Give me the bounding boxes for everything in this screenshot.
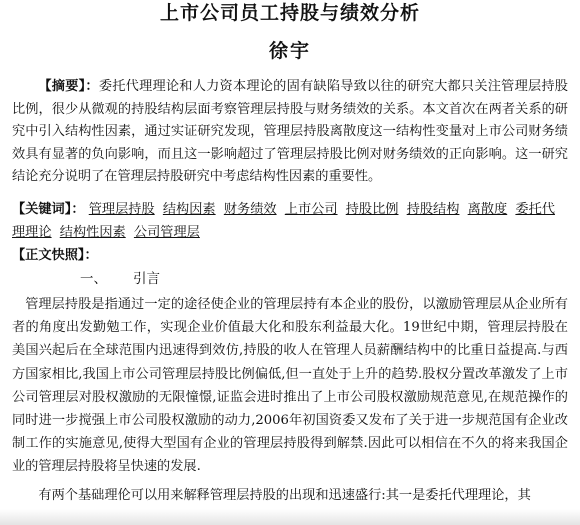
keyword-link[interactable]: 持股结构 [406, 202, 460, 217]
keyword-link[interactable]: 上市公司 [284, 202, 338, 217]
section-heading [80, 268, 160, 290]
section-number: 一、 [80, 271, 107, 287]
fulltext-snapshot-label [12, 245, 98, 267]
keyword-link[interactable]: 委托代理理论 [12, 202, 555, 240]
abstract-text: 委托代理理论和人力资本理论的固有缺陷导致以往的研究大都只关注管理层持股比例，很少从微观的持股结构层面考察管理层持股与财务绩效的关系。本文首次在两者关系的研究中引入结构性因素，通过实证研究发现，管理层持股离散度这一结构性变量对上市公司财务绩效具有显著的负向影响，而且这一影响超过了管理层持股比例对财务绩效的正向影响。这一研究结论充分说明了在管理层持股研究中考虑结构性因素的重要性。 [12, 79, 568, 185]
keyword-link[interactable]: 结构因素 [162, 202, 216, 217]
keyword-link[interactable]: 管理层持股 [88, 202, 155, 217]
keyword-link[interactable]: 离散度 [467, 202, 508, 217]
keyword-link[interactable]: 结构性因素 [59, 224, 126, 240]
abstract-label: 【摘要】： [38, 79, 99, 94]
section-title: 引言 [133, 271, 160, 287]
keywords-section [12, 199, 568, 244]
abstract-section [12, 76, 568, 189]
keyword-link[interactable]: 公司管理层 [133, 224, 200, 240]
keywords-label: 【关键词】： [12, 202, 85, 217]
bottom-shadow-divider [0, 509, 580, 525]
author-name: 徐宇 [268, 40, 311, 62]
keyword-link[interactable]: 财务绩效 [223, 202, 277, 217]
fulltext-label: 【正文快照】： [12, 248, 98, 263]
document-title: 上市公司员工持股与绩效分析 [159, 2, 420, 24]
body-paragraph-1: 管理层持股是指通过一定的途径使企业的管理层持有本企业的股份，以激励管理层从企业所有者的角度出发勤勉工作，实现企业价值最大化和股东利益最大化。19世纪中期，管理层持股在美国兴起后在全球范围内迅速得到效仿,持股的收人在管理人员薪酬结构中的比重日益提高.与西方国家相比,我国上市公司管理层持股比例偏低,但一直处于上升的趋势.股权分置改革激发了上市公司管理层对股权激励的无限憧憬,证监会进时推出了上市公司股权激励规范意见,在规范操作的同时进一步搅强上市公司股权激励的动力,2006年初国资委又发布了关于进一步规范国有企业改制工作的实施意见,使得大型国有企业的管理层持股得到解禁.因此可以相信在不久的将来我国企业的管理层持股将呈快速的发展. [12, 297, 568, 475]
body-paragraph-2: 有两个基础理伦可以用来解释管理层持股的出现和迅速盛行:其一是委托代理理论，其 [38, 488, 531, 503]
keyword-link[interactable]: 持股比例 [345, 202, 399, 217]
